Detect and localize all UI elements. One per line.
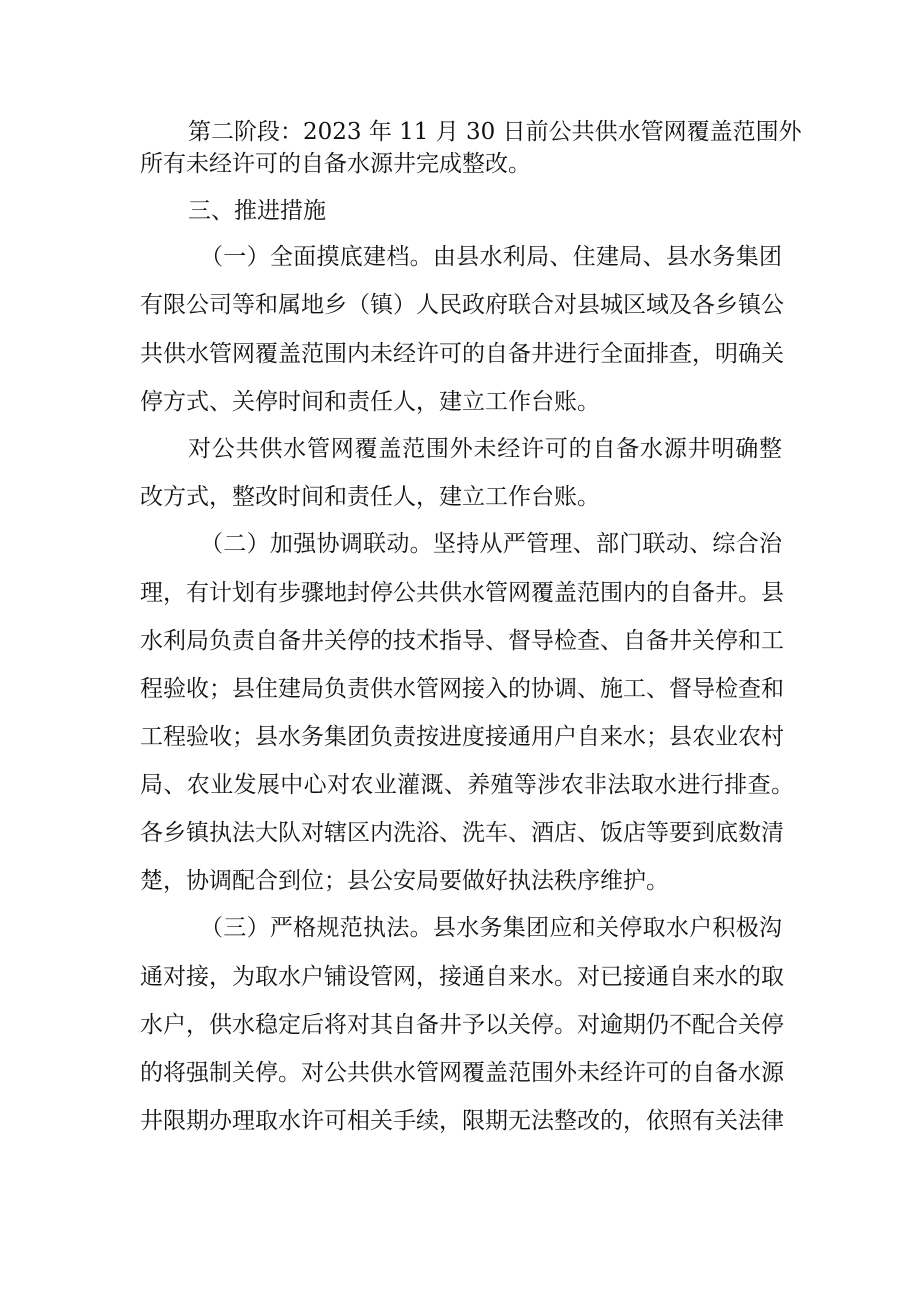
text-line: 停方式、关停时间和责任人，建立工作台账。 bbox=[140, 389, 600, 415]
text-line: 水户，供水稳定后将对其自备井予以关停。对逾期仍不配合关停 bbox=[140, 1012, 784, 1038]
text-line: 各乡镇执法大队对辖区内洗浴、洗车、酒店、饭店等要到底数清 bbox=[140, 820, 784, 846]
text-line: 楚，协调配合到位；县公安局要做好执法秩序维护。 bbox=[140, 868, 669, 894]
text-line: 水利局负责自备井关停的技术指导、督导检查、自备井关停和工 bbox=[140, 628, 784, 654]
text-line: 程验收；县住建局负责供水管网接入的协调、施工、督导检查和 bbox=[140, 676, 784, 702]
text-line: （二）加强协调联动。坚持从严管理、部门联动、综合治 bbox=[200, 531, 782, 557]
text-line: 所有未经许可的自备水源井完成整改。 bbox=[140, 151, 531, 177]
text-line: 理，有计划有步骤地封停公共供水管网覆盖范围内的自备井。县 bbox=[140, 580, 784, 606]
text-line: 局、农业发展中心对农业灌溉、养殖等涉农非法取水进行排查。 bbox=[140, 772, 794, 798]
text-line: 通对接，为取水户铺设管网，接通自来水。对已接通自来水的取 bbox=[140, 964, 784, 990]
text-line: 共供水管网覆盖范围内未经许可的自备井进行全面排查，明确关 bbox=[140, 341, 784, 367]
text-line: 井限期办理取水许可相关手续，限期无法整改的，依照有关法律 bbox=[140, 1108, 784, 1134]
text-line: （一）全面摸底建档。由县水利局、住建局、县水务集团 bbox=[200, 244, 782, 270]
text-line: 工程验收；县水务集团负责按进度接通用户自来水；县农业农村 bbox=[140, 724, 784, 750]
text-line: 第二阶段：2023 年 11 月 30 日前公共供水管网覆盖范围外 bbox=[188, 119, 802, 145]
text-line: 对公共供水管网覆盖范围外未经许可的自备水源井明确整 bbox=[188, 436, 782, 462]
section-heading: 三、推进措施 bbox=[188, 198, 326, 224]
text-line: 的将强制关停。对公共供水管网覆盖范围外未经许可的自备水源 bbox=[140, 1060, 784, 1086]
text-line: （三）严格规范执法。县水务集团应和关停取水户积极沟 bbox=[200, 915, 782, 941]
text-line: 有限公司等和属地乡（镇）人民政府联合对县城区域及各乡镇公 bbox=[140, 292, 784, 318]
text-line: 改方式，整改时间和责任人，建立工作台账。 bbox=[140, 484, 600, 510]
